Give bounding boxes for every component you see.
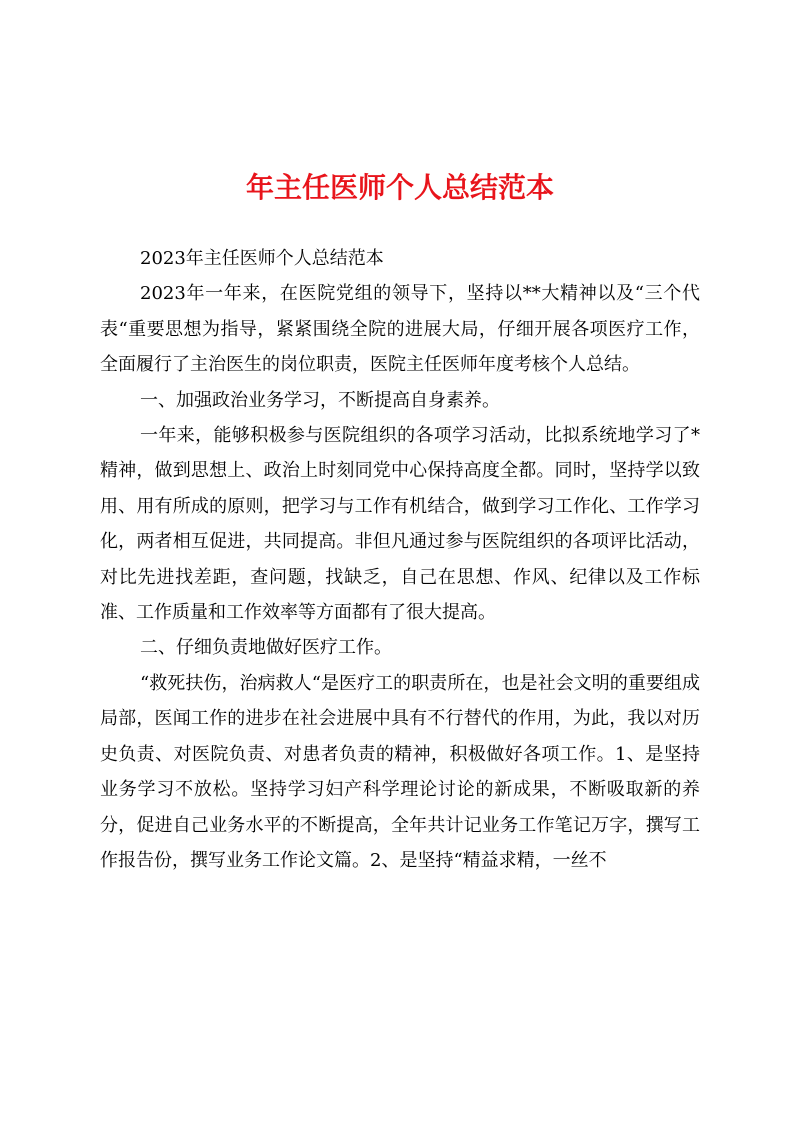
section-heading-1: 一、加强政治业务学习，不断提高自身素养。 [140,389,500,411]
paragraph-intro: 2023年一年来，在医院党组的领导下，坚持以**大精神以及“三个代表“重要思想为指导，紧紧围绕全院的进展大局，仔细开展各项医疗工作，全面履行了主治医生的岗位职责，医院主任医师年度考核个人总结。 [100,283,700,376]
document-title: 年主任医师个人总结范本 [245,171,554,204]
section-heading-2: 二、仔细负责地做好医疗工作。 [140,637,392,659]
paragraph-medical-work: “救死扶伤，治病救人“是医疗工的职责所在，也是社会文明的重要组成局部，医闻工作的进步在社会进展中具有不行替代的作用，为此，我以对历史负责、对医院负责、对患者负责的精神，积极做好各项工作。1、是坚持业务学习不放松。坚持学习妇产科学理论讨论的新成果，不断吸取新的养分，促进自己业务水平的不断提高，全年共计记业务工作笔记万字，撰写工作报告份，撰写业务工作论文篇。2、是坚持“精益求精，一丝不 [100,672,700,871]
paragraph-subtitle: 2023年主任医师个人总结范本 [140,248,384,269]
document-body [100,241,700,878]
paragraph-study: 一年来，能够积极参与医院组织的各项学习活动，比拟系统地学习了*精神，做到思想上、政治上时刻同党中心保持高度全都。同时，坚持学以致用、用有所成的原则，把学习与工作有机结合，做到学习工作化、工作学习化，两者相互促进，共同提高。非但凡通过参与医院组织的各项评比活动，对比先进找差距，查问题，找缺乏，自己在思想、作风、纪律以及工作标准、工作质量和工作效率等方面都有了很大提高。 [100,425,700,624]
